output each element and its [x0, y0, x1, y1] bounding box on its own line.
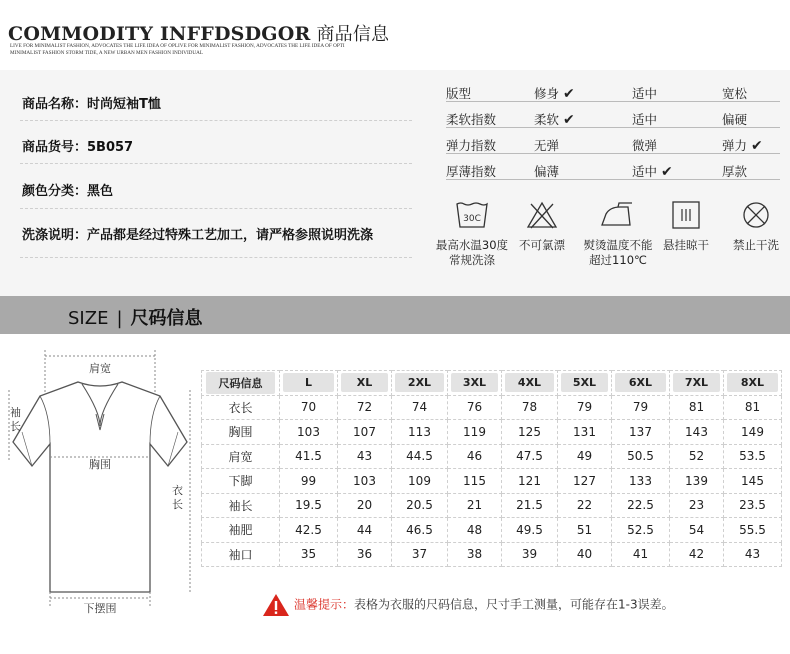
product-color-row — [22, 180, 113, 199]
warning-icon — [262, 593, 290, 617]
size-value: 107 — [338, 420, 392, 445]
size-value: 21.5 — [502, 493, 558, 518]
attribute-option-label: 适中 — [632, 112, 658, 127]
product-code-value: 5B057 — [87, 140, 134, 155]
size-value: 133 — [612, 469, 670, 494]
size-value: 81 — [670, 395, 724, 420]
attribute-option — [534, 110, 575, 128]
size-value: 76 — [448, 395, 502, 420]
product-name-label: 商品名称： — [22, 97, 88, 112]
wash-label: 超过110℃ — [589, 253, 647, 267]
checkmark-icon: ✔ — [563, 112, 575, 128]
attribute-option-label: 宽松 — [722, 86, 748, 101]
attribute-name: 版型 — [446, 86, 472, 101]
size-value: 54 — [670, 518, 724, 543]
size-value: 79 — [612, 395, 670, 420]
attribute-option-label: 偏硬 — [722, 112, 748, 127]
shoulder-label: 肩宽 — [89, 362, 111, 375]
row-label: 袖口 — [202, 542, 280, 567]
size-value: 143 — [670, 420, 724, 445]
size-header-cell: 7XL — [673, 373, 721, 392]
divider — [20, 208, 412, 209]
size-header-cell: XL — [341, 373, 389, 392]
attribute-option-label: 适中 — [632, 164, 658, 179]
size-value: 42.5 — [280, 518, 338, 543]
attribute-option — [632, 110, 657, 128]
checkmark-icon: ✔ — [751, 138, 763, 154]
size-value: 103 — [338, 469, 392, 494]
length-label: 衣长 — [172, 484, 183, 511]
divider — [20, 120, 412, 121]
table-row — [202, 444, 782, 469]
notice-text: 表格为衣服的尺码信息，尺寸手工测量，可能存在1-3误差。 — [354, 597, 674, 612]
size-value: 42 — [670, 542, 724, 567]
attribute-option — [722, 110, 747, 128]
size-value: 49 — [558, 444, 612, 469]
row-label: 肩宽 — [202, 444, 280, 469]
wash-label: 最高水温30度 — [435, 238, 509, 252]
size-value: 20 — [338, 493, 392, 518]
product-code-label: 商品货号： — [22, 140, 88, 155]
product-name-row — [22, 93, 161, 112]
hang-dry-icon — [670, 200, 702, 230]
sleeve-label: 袖长 — [10, 406, 21, 433]
wash-30-icon — [455, 200, 489, 230]
product-code-row — [22, 136, 133, 155]
row-label: 胸围 — [202, 420, 280, 445]
size-value: 38 — [448, 542, 502, 567]
checkmark-icon: ✔ — [563, 86, 575, 102]
checkmark-icon: ✔ — [661, 164, 673, 180]
row-label: 衣长 — [202, 395, 280, 420]
wash-item-hang — [656, 200, 716, 253]
wash-item-30 — [432, 200, 512, 268]
size-header-cell: 5XL — [561, 373, 609, 392]
product-color-value: 黑色 — [87, 184, 114, 199]
attribute-option-label: 弹力 — [722, 138, 748, 153]
size-value: 53.5 — [724, 444, 782, 469]
size-value: 72 — [338, 395, 392, 420]
attribute-option — [534, 162, 559, 180]
size-value: 22.5 — [612, 493, 670, 518]
attribute-divider — [446, 153, 780, 154]
row-label: 下脚 — [202, 469, 280, 494]
row-label: 袖肥 — [202, 518, 280, 543]
no-bleach-icon — [525, 200, 559, 230]
wash-label: 常规洗涤 — [449, 253, 495, 267]
brand-tagline: LIVE FOR MINIMALIST FASHION, ADVOCATES THE LIFE IDEA OF OPLIVE FOR MINIMALIST FASHION, ADVOCATES THE LIFE IDEA OF OPTI MINIMALIST FASHION STORM TIDE, A NEW URBAN MEN FASHION INDIVIDUAL — [10, 43, 345, 56]
size-value: 41 — [612, 542, 670, 567]
size-value: 41.5 — [280, 444, 338, 469]
size-header-cell: L — [283, 373, 334, 392]
table-row — [202, 518, 782, 543]
size-value: 46 — [448, 444, 502, 469]
size-value: 50.5 — [612, 444, 670, 469]
attribute-divider — [446, 179, 780, 180]
size-value: 36 — [338, 542, 392, 567]
size-value: 47.5 — [502, 444, 558, 469]
size-value: 19.5 — [280, 493, 338, 518]
size-value: 39 — [502, 542, 558, 567]
notice-label: 温馨提示： — [294, 597, 355, 612]
size-value: 37 — [392, 542, 448, 567]
size-value: 109 — [392, 469, 448, 494]
svg-text:30C: 30C — [463, 214, 481, 224]
size-header-cell: 2XL — [395, 373, 445, 392]
table-row — [202, 469, 782, 494]
divider — [20, 163, 412, 164]
attribute-option-label: 偏薄 — [534, 164, 560, 179]
size-value: 119 — [448, 420, 502, 445]
size-value: 79 — [558, 395, 612, 420]
table-row — [202, 542, 782, 567]
wash-item-bleach — [512, 200, 572, 253]
wash-instruction-row — [22, 224, 373, 243]
wash-item-dry — [726, 200, 786, 253]
attribute-divider — [446, 101, 780, 102]
attribute-option — [632, 162, 673, 180]
size-value: 81 — [724, 395, 782, 420]
no-tumble-dry-icon — [740, 200, 772, 230]
page-header — [0, 0, 790, 70]
table-row — [202, 493, 782, 518]
size-value: 46.5 — [392, 518, 448, 543]
size-value: 127 — [558, 469, 612, 494]
size-value: 131 — [558, 420, 612, 445]
wash-label: 不可氯漂 — [519, 238, 565, 252]
size-value: 51 — [558, 518, 612, 543]
shirt-diagram — [0, 334, 200, 654]
size-value: 43 — [338, 444, 392, 469]
attribute-name: 弹力指数 — [446, 138, 497, 153]
product-color-label: 颜色分类： — [22, 184, 88, 199]
size-value: 44.5 — [392, 444, 448, 469]
wash-label: 熨烫温度不能 — [583, 238, 653, 252]
attribute-option — [632, 84, 657, 102]
size-value: 43 — [724, 542, 782, 567]
attribute-option-label: 适中 — [632, 86, 658, 101]
size-value: 49.5 — [502, 518, 558, 543]
size-value: 23.5 — [724, 493, 782, 518]
size-header-cell: 8XL — [727, 373, 778, 392]
size-value: 125 — [502, 420, 558, 445]
attribute-option — [534, 136, 559, 154]
attribute-option-label: 无弹 — [534, 138, 560, 153]
size-value: 113 — [392, 420, 448, 445]
size-value: 121 — [502, 469, 558, 494]
notice — [262, 593, 674, 617]
size-value: 115 — [448, 469, 502, 494]
wash-label: 禁止干洗 — [733, 238, 779, 252]
size-value: 40 — [558, 542, 612, 567]
attribute-option-label: 厚款 — [722, 164, 748, 179]
attribute-name: 厚薄指数 — [446, 164, 497, 179]
size-value: 48 — [448, 518, 502, 543]
size-title-separator: | — [116, 308, 123, 329]
size-header-cell: 3XL — [451, 373, 499, 392]
size-header-cell: 4XL — [505, 373, 555, 392]
table-row — [202, 395, 782, 420]
wash-label: 悬挂晾干 — [663, 238, 709, 252]
wash-instruction-value: 产品都是经过特殊工艺加工，请严格参照说明洗涤 — [87, 228, 374, 243]
table-row — [202, 420, 782, 445]
size-title-cn: 尺码信息 — [130, 308, 203, 329]
size-header-cell: 6XL — [615, 373, 666, 392]
size-value: 23 — [670, 493, 724, 518]
attribute-option — [722, 136, 763, 154]
hem-label: 下摆围 — [83, 602, 117, 615]
attribute-option — [534, 84, 575, 102]
attribute-name: 柔软指数 — [446, 112, 497, 127]
attribute-option-label: 微弹 — [632, 138, 658, 153]
attribute-option — [632, 136, 657, 154]
brand-cn: 商品信息 — [316, 24, 390, 45]
size-value: 149 — [724, 420, 782, 445]
size-value: 55.5 — [724, 518, 782, 543]
iron-icon — [598, 200, 638, 230]
size-value: 20.5 — [392, 493, 448, 518]
wash-item-iron — [578, 200, 658, 268]
size-section-title — [68, 304, 203, 330]
size-value: 139 — [670, 469, 724, 494]
size-value: 74 — [392, 395, 448, 420]
attribute-option — [722, 84, 747, 102]
size-title-en: SIZE — [68, 308, 109, 329]
size-value: 22 — [558, 493, 612, 518]
wash-instruction-label: 洗涤说明： — [22, 228, 88, 243]
attribute-divider — [446, 127, 780, 128]
chest-label: 胸围 — [89, 458, 111, 471]
size-value: 103 — [280, 420, 338, 445]
size-value: 145 — [724, 469, 782, 494]
attribute-option-label: 柔软 — [534, 112, 560, 127]
product-name-value: 时尚短袖T恤 — [87, 97, 161, 112]
size-value: 35 — [280, 542, 338, 567]
attribute-option-label: 修身 — [534, 86, 560, 101]
size-value: 99 — [280, 469, 338, 494]
size-header-label: 尺码信息 — [206, 372, 275, 394]
size-value: 44 — [338, 518, 392, 543]
row-label: 袖长 — [202, 493, 280, 518]
size-value: 78 — [502, 395, 558, 420]
size-value: 137 — [612, 420, 670, 445]
divider — [20, 257, 412, 258]
size-value: 70 — [280, 395, 338, 420]
size-value: 52 — [670, 444, 724, 469]
size-value: 21 — [448, 493, 502, 518]
attribute-option — [722, 162, 747, 180]
brand-en: COMMODITY INFFDSDGOR — [8, 23, 311, 45]
size-table — [201, 370, 782, 567]
size-value: 52.5 — [612, 518, 670, 543]
